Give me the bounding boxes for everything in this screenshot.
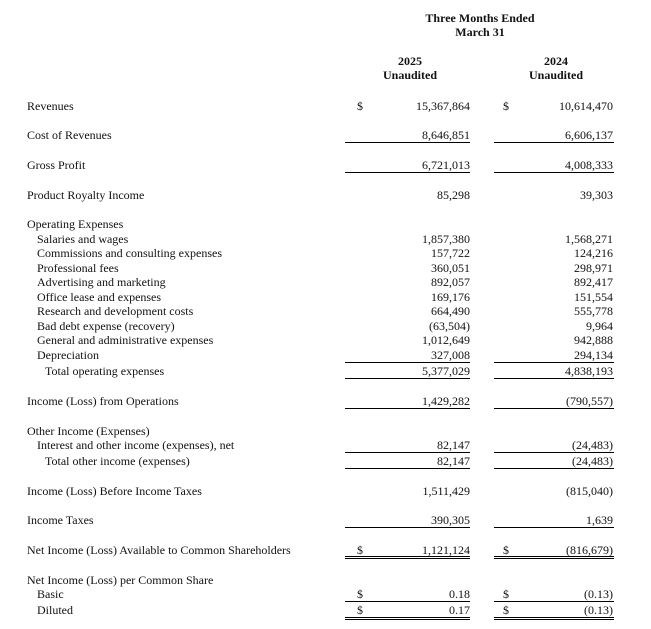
total-operating-2024: 4,838,193 [565,364,613,378]
gross-profit-2024: 4,008,333 [565,158,613,172]
general-admin-2024: 942,888 [574,333,613,347]
total-other-income-2024: (24,483) [572,454,613,468]
underline [494,172,614,173]
revenues-2024: 10,614,470 [559,99,613,113]
column-2025-year: 2025 [398,54,422,68]
commissions-label: Commissions and consulting expenses [37,246,222,260]
eps-basic-currency-2025: $ [357,587,363,601]
research-label: Research and development costs [37,304,194,318]
column-2025-status: Unaudited [382,68,438,82]
revenues-2025: 15,367,864 [416,99,470,113]
underline [494,378,614,379]
other-income-heading: Other Income (Expenses) [27,424,150,438]
income-taxes-2025: 390,305 [431,513,470,527]
professional-fees-label: Professional fees [37,261,119,275]
eps-basic-2025: 0.18 [449,587,470,601]
commissions-2024: 124,216 [574,246,613,260]
eps-basic-label: Basic [37,587,64,601]
eps-diluted-2024: (0.13) [584,603,613,617]
total-other-income-2025: 82,147 [437,454,470,468]
advertising-2024: 892,417 [574,275,613,289]
period-line2: March 31 [455,25,505,39]
eps-diluted-currency-2025: $ [357,603,363,617]
income-from-operations-2024: (790,557) [566,394,613,408]
income-taxes-label: Income Taxes [27,513,94,527]
column-header-2025 [360,54,460,82]
total-operating-label: Total operating expenses [45,364,165,378]
net-income-label: Net Income (Loss) Available to Common Shareholders [27,543,291,557]
interest-income-label: Interest and other income (expenses), net [37,438,235,452]
underline [345,172,470,173]
eps-diluted-label: Diluted [37,603,73,617]
office-lease-2025: 169,176 [431,290,470,304]
column-2024-status: Unaudited [528,68,584,82]
underline [494,527,614,528]
double-underline [494,556,614,559]
net-income-currency-2025: $ [357,543,363,557]
office-lease-2024: 151,554 [574,290,613,304]
underline [345,601,470,602]
total-operating-2025: 5,377,029 [422,364,470,378]
general-admin-2025: 1,012,649 [422,333,470,347]
eps-diluted-2025: 0.17 [449,603,470,617]
underline [494,601,614,602]
salaries-2025: 1,857,380 [422,232,470,246]
salaries-2024: 1,568,271 [565,232,613,246]
cost-of-revenues-2024: 6,606,137 [565,128,613,142]
advertising-2025: 892,057 [431,275,470,289]
office-lease-label: Office lease and expenses [37,290,162,304]
interest-income-2025: 82,147 [437,438,470,452]
gross-profit-label: Gross Profit [27,158,86,172]
revenues-label: Revenues [27,99,74,113]
income-before-taxes-label: Income (Loss) Before Income Taxes [27,484,202,498]
interest-income-2024: (24,483) [572,438,613,452]
underline [345,142,470,143]
double-underline [494,617,614,620]
cost-of-revenues-2025: 8,646,851 [422,128,470,142]
total-other-income-label: Total other income (expenses) [45,454,190,468]
underline [494,142,614,143]
period-header [380,11,580,39]
eps-basic-currency-2024: $ [503,587,509,601]
operating-expenses-heading: Operating Expenses [27,217,124,231]
underline [345,362,470,363]
underline [494,452,614,453]
underline [494,408,614,409]
research-2025: 664,490 [431,304,470,318]
bad-debt-label: Bad debt expense (recovery) [37,319,175,333]
cost-of-revenues-label: Cost of Revenues [27,128,112,142]
income-taxes-2024: 1,639 [586,513,613,527]
net-income-currency-2024: $ [503,543,509,557]
net-income-2024: (816,679) [566,543,613,557]
income-before-taxes-2024: (815,040) [566,484,613,498]
income-from-operations-2025: 1,429,282 [422,394,470,408]
double-underline [345,556,470,559]
underline [345,468,470,469]
depreciation-label: Depreciation [37,348,99,362]
product-royalty-2024: 39,303 [580,188,613,202]
income-before-taxes-2025: 1,511,429 [422,484,470,498]
double-underline [345,617,470,620]
column-2024-year: 2024 [544,54,568,68]
period-line1: Three Months Ended [425,11,535,25]
commissions-2025: 157,722 [431,246,470,260]
eps-basic-2024: (0.13) [584,587,613,601]
net-income-2025: 1,121,124 [422,543,470,557]
bad-debt-2025: (63,504) [429,319,470,333]
advertising-label: Advertising and marketing [37,275,166,289]
depreciation-2024: 294,134 [574,348,613,362]
product-royalty-label: Product Royalty Income [27,188,145,202]
revenues-currency-2025: $ [357,99,363,113]
revenues-currency-2024: $ [503,99,509,113]
underline [345,378,470,379]
underline [494,468,614,469]
gross-profit-2025: 6,721,013 [422,158,470,172]
underline [494,362,614,363]
salaries-label: Salaries and wages [37,232,129,246]
underline [345,527,470,528]
eps-diluted-currency-2024: $ [503,603,509,617]
underline [345,408,470,409]
product-royalty-2025: 85,298 [437,188,470,202]
depreciation-2025: 327,008 [431,348,470,362]
research-2024: 555,778 [574,304,613,318]
eps-heading: Net Income (Loss) per Common Share [27,573,214,587]
professional-fees-2025: 360,051 [431,261,470,275]
professional-fees-2024: 298,971 [574,261,613,275]
column-header-2024 [506,54,606,82]
general-admin-label: General and administrative expenses [37,333,214,347]
income-from-operations-label: Income (Loss) from Operations [27,394,179,408]
bad-debt-2024: 9,964 [586,319,613,333]
underline [345,452,470,453]
